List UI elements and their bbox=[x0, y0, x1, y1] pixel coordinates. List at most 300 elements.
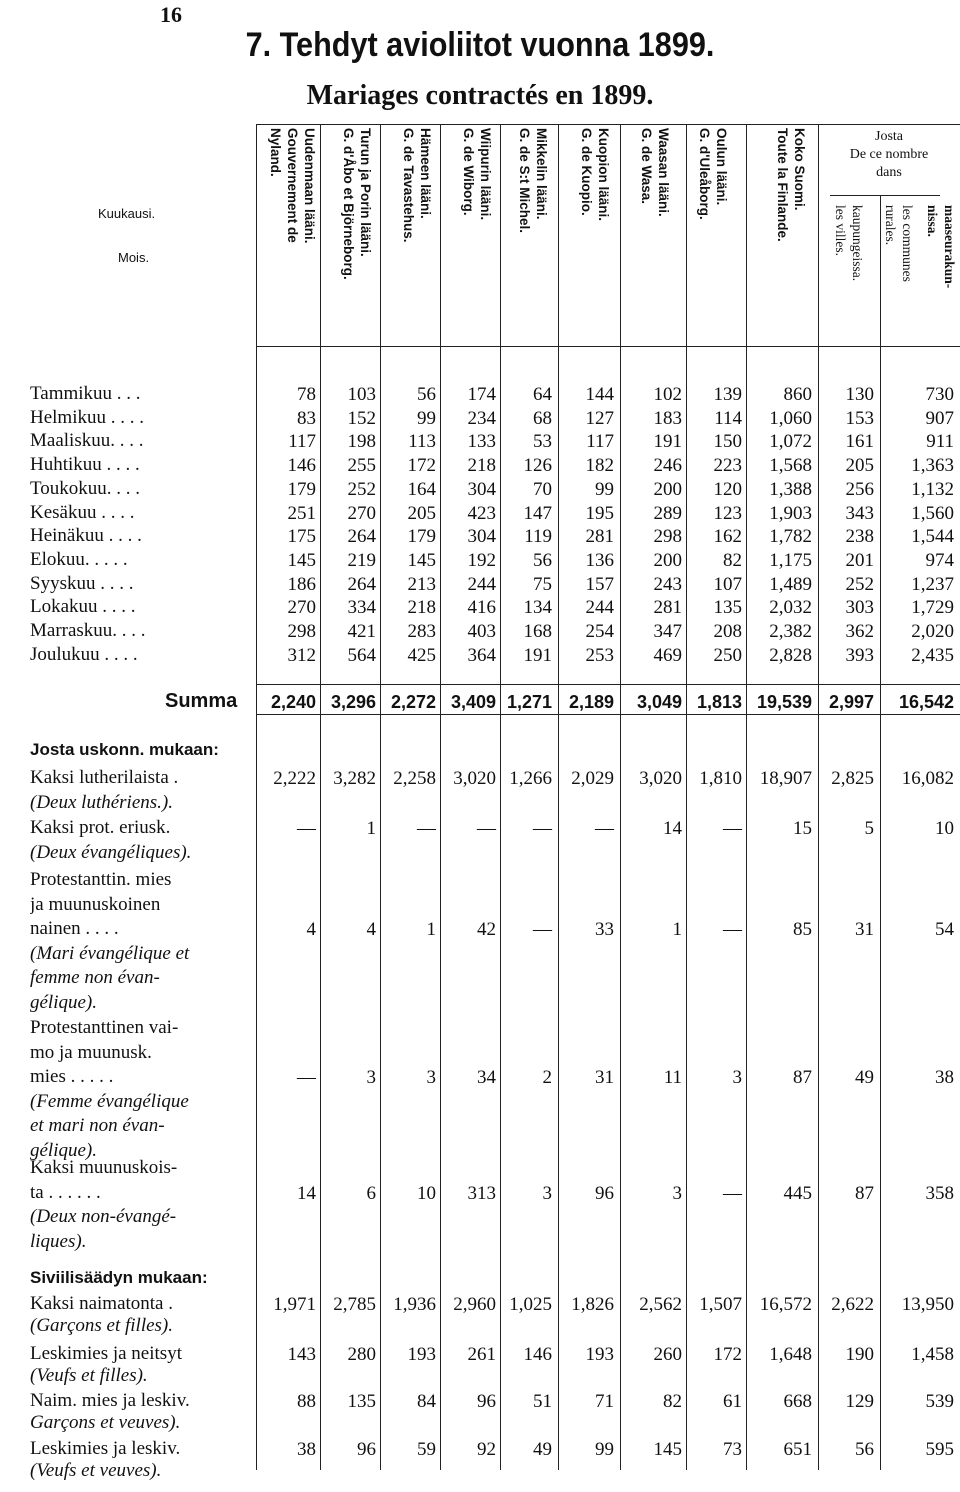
table-cell: 1 bbox=[426, 919, 436, 940]
table-cell: 425 bbox=[407, 644, 436, 666]
summa-row bbox=[0, 690, 960, 714]
row-label: Garçons et veuves). bbox=[30, 1412, 181, 1433]
row-label: Elokuu. . . . . bbox=[30, 548, 128, 570]
table-cell: 564 bbox=[347, 644, 376, 666]
header-col-towns: kaupungeissa. les villes. bbox=[833, 205, 865, 282]
table-cell: 2,622 bbox=[831, 1294, 874, 1315]
table-cell: — bbox=[723, 818, 742, 839]
table-cell: 183 bbox=[653, 407, 682, 429]
table-cell: 133 bbox=[467, 431, 496, 453]
table-cell: 49 bbox=[855, 1067, 874, 1088]
table-cell: 3 bbox=[672, 1182, 682, 1204]
table-cell: 2,240 bbox=[270, 692, 316, 712]
table-cell: 73 bbox=[723, 1439, 742, 1460]
table-cell: 179 bbox=[407, 526, 436, 548]
table-cell: 298 bbox=[653, 526, 682, 548]
table-cell: 51 bbox=[533, 1391, 552, 1412]
table-cell: — bbox=[417, 818, 436, 839]
table-cell: 4 bbox=[306, 919, 316, 940]
row-label: Huhtikuu . . . . bbox=[30, 454, 140, 476]
table-cell: 119 bbox=[524, 526, 552, 548]
table-cell: 19,539 bbox=[756, 692, 812, 712]
table-cell: 252 bbox=[845, 573, 874, 595]
section-religion-heading: Josta uskonn. mukaan: bbox=[30, 740, 219, 759]
table-cell: 145 bbox=[287, 549, 316, 571]
row-label: gélique). bbox=[30, 1139, 98, 1161]
table-cell: 64 bbox=[533, 384, 552, 405]
table-cell: — bbox=[723, 1182, 742, 1204]
summa-bottom-rule bbox=[256, 714, 960, 715]
table-cell: 99 bbox=[417, 407, 436, 429]
table-cell: 595 bbox=[925, 1439, 954, 1460]
table-cell: 219 bbox=[347, 549, 376, 571]
row-label: (Deux luthériens.). bbox=[30, 791, 173, 813]
table-cell: 59 bbox=[417, 1439, 436, 1460]
table-cell: 261 bbox=[467, 1344, 496, 1365]
row-label: Kaksi lutherilaista . bbox=[30, 767, 179, 788]
month-row bbox=[0, 525, 960, 549]
table-cell: 974 bbox=[925, 549, 954, 571]
header-col-viipuri: Wiipurin lääni. G. de Wiborg. bbox=[461, 128, 493, 221]
table-cell: 84 bbox=[417, 1391, 436, 1412]
table-cell: 186 bbox=[287, 573, 316, 595]
table-cell: — bbox=[533, 919, 552, 940]
table-cell: 16,542 bbox=[898, 692, 954, 712]
row-label: Protestanttinen vai- bbox=[30, 1017, 179, 1038]
table-cell: 1,363 bbox=[911, 455, 954, 477]
table-cell: 10 bbox=[935, 818, 954, 839]
page-number: 16 bbox=[160, 2, 182, 27]
row-label: (Deux évangéliques). bbox=[30, 841, 192, 863]
table-cell: 911 bbox=[926, 431, 954, 453]
table-cell: 103 bbox=[347, 384, 376, 405]
table-cell: 56 bbox=[533, 549, 552, 571]
table-cell: 71 bbox=[595, 1391, 614, 1412]
table-cell: 68 bbox=[533, 407, 552, 429]
table-cell: 343 bbox=[845, 502, 874, 524]
table-cell: 107 bbox=[713, 573, 742, 595]
row-label: Naim. mies ja leskiv. bbox=[30, 1390, 190, 1411]
table-cell: — bbox=[595, 818, 614, 839]
table-cell: 289 bbox=[653, 502, 682, 524]
table-cell: 179 bbox=[287, 478, 316, 500]
table-cell: 223 bbox=[713, 455, 742, 477]
table-cell: 3,282 bbox=[333, 768, 376, 789]
table-cell: 270 bbox=[347, 502, 376, 524]
table-cell: 283 bbox=[407, 621, 436, 642]
row-label: Leskimies ja leskiv. bbox=[30, 1438, 181, 1459]
table-cell: 218 bbox=[467, 455, 496, 477]
table-cell: 416 bbox=[467, 597, 496, 619]
table-cell: 1,936 bbox=[393, 1294, 436, 1315]
table-cell: 200 bbox=[653, 478, 682, 500]
table-cell: 75 bbox=[533, 573, 552, 595]
month-row bbox=[0, 454, 960, 478]
table-cell: 312 bbox=[287, 644, 316, 666]
table-cell: 18,907 bbox=[759, 768, 812, 789]
row-label: gélique). bbox=[30, 991, 98, 1013]
table-cell: 1,025 bbox=[509, 1294, 552, 1315]
table-cell: 135 bbox=[713, 597, 742, 619]
table-cell: 70 bbox=[533, 478, 552, 500]
table-cell: 1 bbox=[672, 919, 682, 940]
table-cell: 146 bbox=[523, 1344, 552, 1365]
civil-row bbox=[0, 1343, 960, 1367]
table-cell: 162 bbox=[713, 526, 742, 548]
religion-row bbox=[0, 1066, 960, 1090]
table-cell: 3 bbox=[542, 1182, 552, 1204]
table-cell: 99 bbox=[595, 478, 614, 500]
table-cell: 127 bbox=[585, 407, 614, 429]
table-cell: 113 bbox=[408, 431, 436, 453]
table-cell: 54 bbox=[935, 919, 954, 940]
month-row bbox=[0, 407, 960, 431]
table-cell: 5 bbox=[864, 818, 874, 839]
table-cell: 421 bbox=[347, 621, 376, 642]
table-cell: 1,826 bbox=[571, 1294, 614, 1315]
table-cell: 3 bbox=[732, 1067, 742, 1088]
table-cell: 14 bbox=[297, 1182, 316, 1204]
religion-row bbox=[0, 1182, 960, 1206]
row-label: Kesäkuu . . . . bbox=[30, 501, 135, 523]
header-col-rural: les communes rurales. bbox=[883, 205, 915, 282]
table-cell: 53 bbox=[533, 431, 552, 453]
header-col-uusimaa: Uudenmaan lääni. Gouvernement de Nyland. bbox=[268, 128, 317, 244]
table-cell: 192 bbox=[467, 549, 496, 571]
table-cell: 134 bbox=[523, 597, 552, 619]
row-label: mies . . . . . bbox=[30, 1066, 114, 1087]
table-cell: — bbox=[723, 919, 742, 940]
table-cell: 250 bbox=[713, 644, 742, 666]
table-cell: 88 bbox=[297, 1391, 316, 1412]
table-cell: 123 bbox=[713, 502, 742, 524]
row-label: Kaksi prot. eriusk. bbox=[30, 817, 171, 838]
row-label: (Veufs et veuves). bbox=[30, 1460, 162, 1481]
table-cell: 172 bbox=[407, 455, 436, 477]
table-cell: 175 bbox=[287, 526, 316, 548]
table-cell: 1,060 bbox=[769, 407, 812, 429]
table-cell: 33 bbox=[595, 919, 614, 940]
table-cell: 182 bbox=[585, 455, 614, 477]
table-cell: 96 bbox=[357, 1439, 376, 1460]
table-cell: 102 bbox=[653, 384, 682, 405]
table-cell: 99 bbox=[595, 1439, 614, 1460]
table-cell: 96 bbox=[477, 1391, 496, 1412]
table-cell: 256 bbox=[845, 478, 874, 500]
row-label: Helmikuu . . . . bbox=[30, 406, 144, 428]
row-label: Leskimies ja neitsyt bbox=[30, 1343, 182, 1364]
table-cell: 2,189 bbox=[568, 692, 614, 712]
month-row bbox=[0, 549, 960, 573]
table-cell: 362 bbox=[845, 621, 874, 642]
table-cell: 668 bbox=[783, 1391, 812, 1412]
table-cell: 1,903 bbox=[769, 502, 812, 524]
table-cell: 161 bbox=[845, 431, 874, 453]
table-cell: 347 bbox=[653, 621, 682, 642]
table-cell: 2,382 bbox=[769, 621, 812, 642]
table-cell: 1,388 bbox=[769, 478, 812, 500]
table-cell: 1,489 bbox=[769, 573, 812, 595]
table-cell: 145 bbox=[407, 549, 436, 571]
row-label: (Femme évangélique bbox=[30, 1090, 189, 1112]
table-cell: — bbox=[297, 818, 316, 839]
table-cell: 1,971 bbox=[273, 1294, 316, 1315]
row-label: femme non évan- bbox=[30, 967, 160, 988]
table-cell: 2,825 bbox=[831, 768, 874, 789]
month-row bbox=[0, 573, 960, 597]
row-label: Lokakuu . . . . bbox=[30, 596, 136, 618]
row-label: Kaksi muunuskois- bbox=[30, 1157, 178, 1178]
table-cell: 1,237 bbox=[911, 573, 954, 595]
table-cell: 304 bbox=[467, 478, 496, 500]
table-cell: 2,222 bbox=[273, 768, 316, 789]
table-cell: 1 bbox=[366, 818, 376, 839]
table-cell: 117 bbox=[586, 431, 614, 453]
table-cell: 2,258 bbox=[393, 768, 436, 789]
table-cell: 3,020 bbox=[639, 768, 682, 789]
religion-row bbox=[0, 767, 960, 791]
table-cell: 244 bbox=[585, 597, 614, 619]
table-cell: 205 bbox=[845, 455, 874, 477]
row-label: mo ja muunusk. bbox=[30, 1041, 152, 1063]
table-cell: 139 bbox=[713, 384, 742, 405]
table-cell: 1,810 bbox=[699, 768, 742, 789]
table-cell: 85 bbox=[793, 919, 812, 940]
civil-row bbox=[0, 1438, 960, 1462]
religion-row bbox=[0, 817, 960, 841]
table-cell: 3 bbox=[366, 1067, 376, 1088]
table-cell: 1,266 bbox=[509, 768, 552, 789]
table-cell: 2,032 bbox=[769, 597, 812, 619]
table-cell: 144 bbox=[585, 384, 614, 405]
table-cell: 270 bbox=[287, 597, 316, 619]
table-cell: 135 bbox=[347, 1391, 376, 1412]
table-cell: 87 bbox=[855, 1182, 874, 1204]
table-cell: 2,029 bbox=[571, 768, 614, 789]
table-cell: 83 bbox=[297, 407, 316, 429]
table-cell: 146 bbox=[287, 455, 316, 477]
table-cell: 13,950 bbox=[901, 1294, 954, 1315]
table-cell: 193 bbox=[407, 1344, 436, 1365]
header-month-fi: Kuukausi. bbox=[98, 206, 156, 221]
table-cell: 201 bbox=[845, 549, 874, 571]
header-col-koko-suomi: Koko Suomi. Toute la Finlande. bbox=[775, 128, 807, 242]
row-label: Maaliskuu. . . . bbox=[30, 430, 144, 452]
table-cell: 157 bbox=[585, 573, 614, 595]
row-label: nainen . . . . bbox=[30, 918, 119, 939]
table-cell: 153 bbox=[845, 407, 874, 429]
table-cell: 195 bbox=[585, 502, 614, 524]
section-civil-heading: Siviilisäädyn mukaan: bbox=[30, 1268, 208, 1287]
table-cell: 168 bbox=[523, 621, 552, 642]
table-cell: 198 bbox=[347, 431, 376, 453]
table-cell: 145 bbox=[653, 1439, 682, 1460]
table-cell: 2,960 bbox=[453, 1294, 496, 1315]
month-row bbox=[0, 620, 960, 644]
table-cell: 1,568 bbox=[769, 455, 812, 477]
table-cell: 255 bbox=[347, 455, 376, 477]
table-cell: 120 bbox=[713, 478, 742, 500]
title-french: Mariages contractés en 1899. bbox=[306, 80, 654, 111]
table-cell: 1,813 bbox=[696, 692, 742, 712]
row-label: Marraskuu. . . . bbox=[30, 620, 146, 641]
table-cell: 2,272 bbox=[390, 692, 436, 712]
header-col-turku-pori: Turun ja Porin lääni. G. d'Åbo et Björneborg. bbox=[341, 128, 373, 280]
table-cell: 87 bbox=[793, 1067, 812, 1088]
table-cell: 1,544 bbox=[911, 526, 954, 548]
table-cell: — bbox=[297, 1067, 316, 1088]
table-cell: 205 bbox=[407, 502, 436, 524]
month-row bbox=[0, 502, 960, 526]
table-cell: 313 bbox=[467, 1182, 496, 1204]
table-cell: 61 bbox=[723, 1391, 742, 1412]
table-cell: 907 bbox=[925, 407, 954, 429]
table-cell: 14 bbox=[663, 818, 682, 839]
table-cell: 114 bbox=[714, 407, 742, 429]
header-col-kuopio: Kuopion lääni. G. de Kuopio. bbox=[579, 128, 611, 221]
header-col-vaasa: Waasan lääni. G. de Wasa. bbox=[639, 128, 671, 217]
table-cell: 16,572 bbox=[759, 1294, 812, 1315]
row-label: et mari non évan- bbox=[30, 1115, 165, 1136]
table-cell: 31 bbox=[855, 919, 874, 940]
table-cell: 1,782 bbox=[769, 526, 812, 548]
table-cell: 38 bbox=[935, 1067, 954, 1088]
table-cell: 164 bbox=[407, 478, 436, 500]
table-cell: 364 bbox=[467, 644, 496, 666]
table-cell: 143 bbox=[287, 1344, 316, 1365]
row-label: (Mari évangélique et bbox=[30, 942, 190, 964]
table-cell: 56 bbox=[855, 1439, 874, 1460]
table-cell: 2,828 bbox=[769, 644, 812, 666]
summa-label: Summa bbox=[165, 690, 238, 712]
civil-row bbox=[0, 1293, 960, 1317]
row-label: Heinäkuu . . . . bbox=[30, 525, 142, 547]
table-cell: 3,020 bbox=[453, 768, 496, 789]
table-cell: 260 bbox=[653, 1344, 682, 1365]
column-rule bbox=[746, 124, 747, 1470]
header-col-rural-fi: maaseurakun- nissa. bbox=[925, 205, 957, 289]
table-cell: 651 bbox=[783, 1439, 812, 1460]
table-cell: 445 bbox=[783, 1182, 812, 1204]
table-cell: 252 bbox=[347, 478, 376, 500]
table-cell: 92 bbox=[477, 1439, 496, 1460]
table-cell: 129 bbox=[845, 1391, 874, 1412]
summa-top-rule bbox=[256, 684, 960, 685]
table-cell: 539 bbox=[925, 1391, 954, 1412]
table-cell: — bbox=[533, 818, 552, 839]
month-row bbox=[0, 478, 960, 502]
table-cell: 56 bbox=[417, 384, 436, 405]
table-cell: 3,296 bbox=[330, 692, 376, 712]
table-cell: 1,271 bbox=[506, 692, 552, 712]
row-label: liques). bbox=[30, 1230, 87, 1252]
table-cell: 15 bbox=[793, 818, 812, 839]
title-finnish: 7. Tehdyt avioliitot vuonna 1899. bbox=[245, 26, 715, 64]
header-col-mikkeli: Mikkelin lääni. G. de S:t Michel. bbox=[517, 128, 549, 234]
table-cell: 117 bbox=[288, 431, 316, 453]
table-cell: 2,997 bbox=[828, 692, 874, 712]
header-top-rule bbox=[256, 124, 960, 125]
table-cell: 3,049 bbox=[636, 692, 682, 712]
table-cell: 126 bbox=[523, 455, 552, 477]
table-cell: 193 bbox=[585, 1344, 614, 1365]
table-cell: 2,562 bbox=[639, 1294, 682, 1315]
row-label: Protestanttin. mies bbox=[30, 869, 172, 890]
header-month-fr: Mois. bbox=[118, 250, 150, 265]
table-cell: 2 bbox=[542, 1067, 552, 1088]
row-label: ja muunuskoinen bbox=[30, 893, 161, 915]
table-cell: 254 bbox=[585, 621, 614, 642]
table-cell: 49 bbox=[533, 1439, 552, 1460]
table-cell: 130 bbox=[845, 384, 874, 405]
row-label: Joulukuu . . . . bbox=[30, 643, 138, 665]
table-cell: 253 bbox=[585, 644, 614, 666]
table-cell: — bbox=[477, 818, 496, 839]
table-cell: 200 bbox=[653, 549, 682, 571]
header-col-oulu: Oulun lääni. G. d'Uleåborg. bbox=[697, 128, 729, 220]
row-label: Toukokuu. . . . bbox=[30, 477, 141, 499]
table-cell: 281 bbox=[585, 526, 614, 548]
table-cell: 238 bbox=[845, 526, 874, 548]
month-row bbox=[0, 644, 960, 668]
table-cell: 174 bbox=[467, 384, 496, 405]
table-cell: 6 bbox=[366, 1182, 376, 1204]
josta-rule bbox=[830, 195, 940, 196]
header-col-hame: Hämeen lääni. G. de Tavastehus. bbox=[401, 128, 433, 243]
table-cell: 280 bbox=[347, 1344, 376, 1365]
table-cell: 264 bbox=[347, 573, 376, 595]
table-cell: 38 bbox=[297, 1439, 316, 1460]
table-cell: 16,082 bbox=[901, 768, 954, 789]
row-label: Tammikuu . . . bbox=[30, 383, 141, 404]
month-row bbox=[0, 383, 960, 407]
table-cell: 244 bbox=[467, 573, 496, 595]
table-cell: 82 bbox=[723, 549, 742, 571]
table-cell: 152 bbox=[347, 407, 376, 429]
table-cell: 2,020 bbox=[911, 621, 954, 642]
table-cell: 423 bbox=[467, 502, 496, 524]
table-cell: 190 bbox=[845, 1344, 874, 1365]
religion-row bbox=[0, 918, 960, 942]
table-cell: 281 bbox=[653, 597, 682, 619]
table-cell: 358 bbox=[925, 1182, 954, 1204]
header-josta: Josta De ce nombre dans bbox=[849, 129, 929, 180]
table-cell: 403 bbox=[467, 621, 496, 642]
table-cell: 243 bbox=[653, 573, 682, 595]
table-cell: 1,132 bbox=[911, 478, 954, 500]
header-bottom-rule bbox=[256, 346, 960, 347]
row-label: Kaksi naimatonta . bbox=[30, 1293, 173, 1314]
row-label: ta . . . . . . bbox=[30, 1181, 101, 1203]
table-cell: 334 bbox=[347, 597, 376, 619]
table-cell: 11 bbox=[663, 1067, 682, 1088]
table-cell: 191 bbox=[653, 431, 682, 453]
table-cell: 1,072 bbox=[769, 431, 812, 453]
table-cell: 264 bbox=[347, 526, 376, 548]
civil-row bbox=[0, 1390, 960, 1414]
table-cell: 469 bbox=[653, 644, 682, 666]
table-cell: 147 bbox=[523, 502, 552, 524]
row-label: (Deux non-évangé- bbox=[30, 1206, 177, 1227]
table-cell: 31 bbox=[595, 1067, 614, 1088]
table-cell: 1,507 bbox=[699, 1294, 742, 1315]
table-cell: 2,435 bbox=[911, 644, 954, 666]
row-label: Syyskuu . . . . bbox=[30, 572, 134, 594]
table-cell: 393 bbox=[845, 644, 874, 666]
table-cell: 2,785 bbox=[333, 1294, 376, 1315]
table-cell: 1,729 bbox=[911, 597, 954, 619]
table-cell: 304 bbox=[467, 526, 496, 548]
